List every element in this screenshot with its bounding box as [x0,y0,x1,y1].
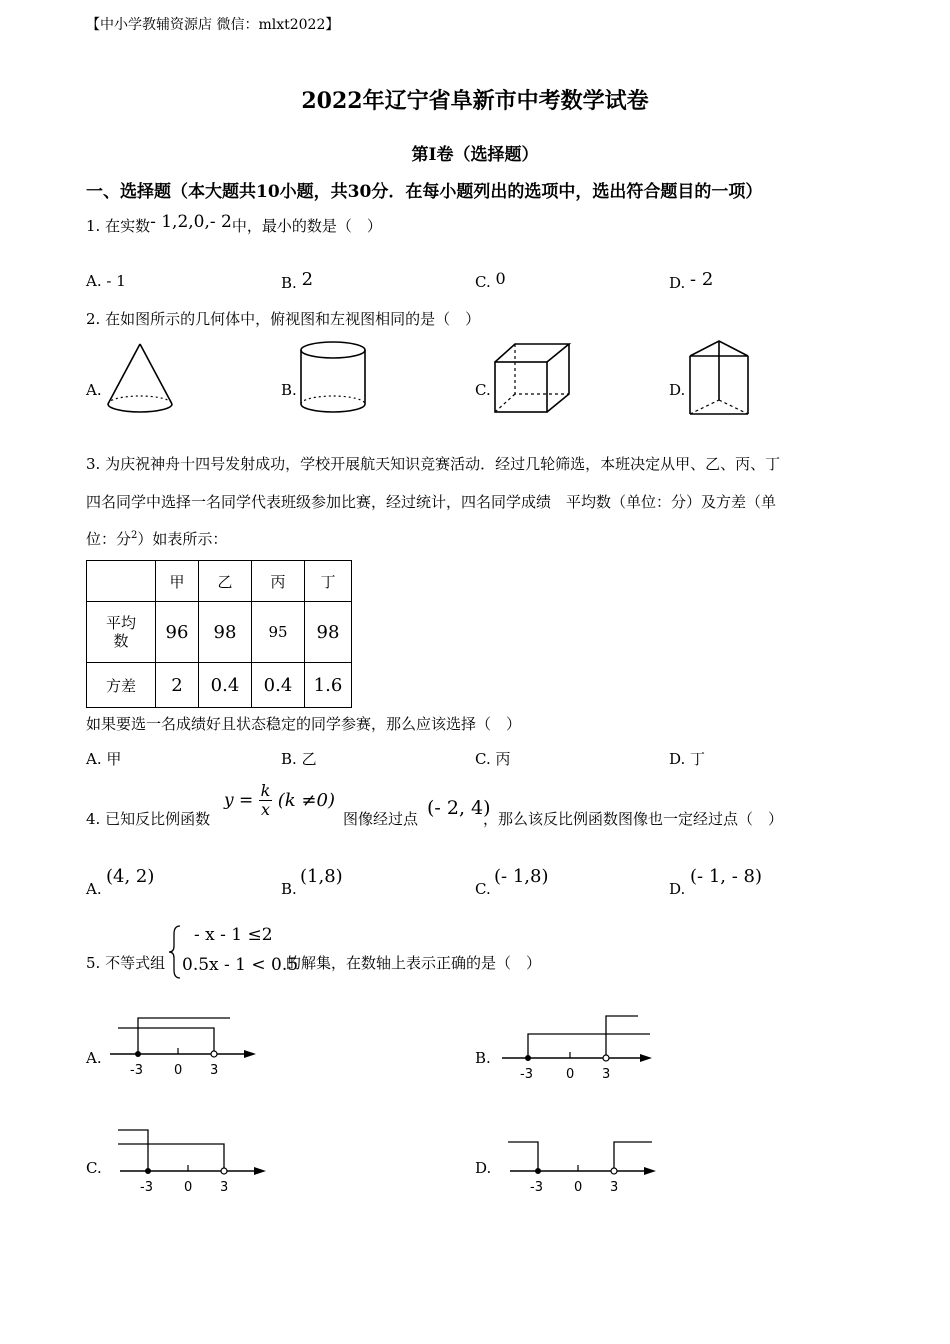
q3-option-c[interactable] [475,748,511,769]
q3-option-d[interactable] [669,748,705,769]
q1-numbers: - 1,2,0,- 2 [150,212,232,232]
header-note: 【中小学教辅资源店 微信：mlxt2022】 [86,17,340,33]
option-label: C. [475,880,491,898]
tick-label: 0 [184,1180,193,1195]
option-label: A. [86,272,102,290]
section-heading: 一、选择题（本大题共10小题，共30分．在每小题列出的选项中，选出符合题目的一项） [86,182,763,202]
table-cell: 0.4 [252,663,305,708]
tick-label: -3 [520,1067,533,1082]
table-cell: 2 [156,663,199,708]
q5-inequality-1: - x - 1 ≤2 [194,925,273,945]
table-cell: 95 [252,602,305,663]
table-cell: 98 [199,602,252,663]
cube-icon [492,342,572,414]
q4-point: (- 2, 4) [427,797,491,819]
q3-superscript: 2 [131,530,138,541]
q4-suffix: ，那么该反比例函数图像也一定经过点（ ） [483,810,784,828]
question-1-stem [86,212,382,236]
q3-line-3-text: 位：分 [86,530,132,548]
q4-mid: 图像经过点 [343,810,419,828]
q2-option-d[interactable] [669,381,685,399]
q2-option-c[interactable] [475,381,491,399]
q4-option-c[interactable] [475,880,491,898]
tick-label: 0 [566,1067,575,1082]
score-table [86,560,352,708]
q4-condition: (k ≠0) [277,790,335,811]
q1-option-c[interactable] [475,269,506,291]
tick-label: -3 [530,1180,543,1195]
q5-option-a[interactable] [86,1049,102,1067]
option-label: B. [281,750,297,768]
left-brace-icon [168,924,182,980]
q3-option-a[interactable] [86,748,121,769]
table-row-label [87,602,156,663]
q3-after-table: 如果要选一名成绩好且状态稳定的同学参赛，那么应该选择（ ） [86,715,522,733]
q5-inequality-2: 0.5x - 1 < 0.5 [182,955,299,975]
option-label: A. [86,1049,102,1067]
q3-option-b[interactable] [281,748,317,769]
q5-suffix: 的解集，在数轴上表示正确的是（ ） [286,954,542,972]
option-value: 甲 [106,750,122,768]
q4-option-a[interactable] [86,880,102,898]
option-label: A. [86,750,102,768]
table-corner-cell [87,561,156,602]
option-value: 乙 [301,750,317,768]
table-row-label: 方差 [87,663,156,708]
option-label: B. [281,381,297,399]
q3-line-2: 四名同学中选择一名同学代表班级参加比赛，经过统计，四名同学成绩 平均数（单位：分）及方差（单 [86,493,777,511]
option-label: A. [86,381,102,399]
fraction-numerator: k [260,781,271,800]
option-label: D. [669,750,686,768]
option-label: D. [669,274,686,292]
tick-label: 3 [610,1180,619,1195]
option-label: D. [475,1159,492,1177]
tick-label: 3 [210,1063,219,1078]
question-2-stem: 2. 在如图所示的几何体中，俯视图和左视图相同的是（ ） [86,310,481,328]
q4-option-a-value: (4, 2) [106,866,155,887]
q4-prefix: 4. 已知反比例函数 [86,810,211,828]
q4-option-d[interactable] [669,880,685,898]
number-line-b [500,1012,655,1082]
q2-option-a[interactable] [86,381,102,399]
q1-option-b[interactable] [281,269,314,293]
option-label: A. [86,880,102,898]
q3-line-3-text-end: ）如表所示： [137,530,228,548]
part-title: 第I卷（选择题） [411,145,539,165]
row-label-line: 数 [113,632,129,650]
q4-option-c-value: (- 1,8) [494,866,549,887]
option-label: B. [281,880,297,898]
option-value: 丁 [690,750,706,768]
table-header-cell: 甲 [156,561,199,602]
cylinder-icon [298,338,368,418]
number-line-d [506,1124,658,1196]
tick-label: -3 [140,1180,153,1195]
q1-option-d[interactable] [669,269,714,293]
option-label: C. [475,273,491,291]
table-row [87,663,352,708]
q4-fraction [259,782,273,819]
option-value: - 1 [106,272,126,290]
option-value: 丙 [495,750,511,768]
q5-option-c[interactable] [86,1159,102,1177]
cone-icon [104,340,176,418]
table-cell: 1.6 [305,663,352,708]
table-cell: 96 [156,602,199,663]
q2-option-b[interactable] [281,381,297,399]
option-label: B. [281,274,297,292]
tick-label: 0 [174,1063,183,1078]
q4-option-b[interactable] [281,880,297,898]
q4-y-equals: y = [224,790,254,811]
table-cell: 98 [305,602,352,663]
option-value: 0 [495,269,506,288]
q1-prefix: 1. 在实数 [86,217,151,235]
table-header-row [87,561,352,602]
table-header-cell: 丙 [252,561,305,602]
option-value: 2 [301,269,314,290]
triangular-prism-icon [686,338,752,420]
q4-option-b-value: (1,8) [300,866,343,887]
q5-prefix: 5. 不等式组 [86,954,166,972]
document-title: 2022年辽宁省阜新市中考数学试卷 [301,88,649,114]
option-label: C. [475,750,491,768]
q3-line-1: 3. 为庆祝神舟十四号发射成功，学校开展航天知识竞赛活动．经过几轮筛选，本班决定从甲、乙、丙、丁 [86,455,781,473]
option-label: C. [86,1159,102,1177]
tick-label: 3 [220,1180,229,1195]
q1-option-a[interactable] [86,272,126,290]
table-header-cell: 乙 [199,561,252,602]
q5-option-b[interactable] [475,1049,491,1067]
option-label: C. [475,381,491,399]
table-cell: 0.4 [199,663,252,708]
q4-option-d-value: (- 1, - 8) [690,866,762,887]
option-label: D. [669,880,686,898]
tick-label: -3 [130,1063,143,1078]
option-value: - 2 [690,269,714,290]
number-line-c [116,1124,268,1196]
q3-line-3 [86,528,227,549]
q5-option-d[interactable] [475,1159,491,1177]
option-label: D. [669,381,686,399]
tick-label: 0 [574,1180,583,1195]
q4-function [224,782,335,819]
row-label-line: 平均 [105,614,136,632]
table-header-cell: 丁 [305,561,352,602]
number-line-a [108,1012,258,1082]
option-label: B. [475,1049,491,1067]
tick-label: 3 [602,1067,611,1082]
fraction-denominator: x [261,800,271,819]
q1-suffix: 中，最小的数是（ ） [231,217,382,235]
table-row [87,602,352,663]
